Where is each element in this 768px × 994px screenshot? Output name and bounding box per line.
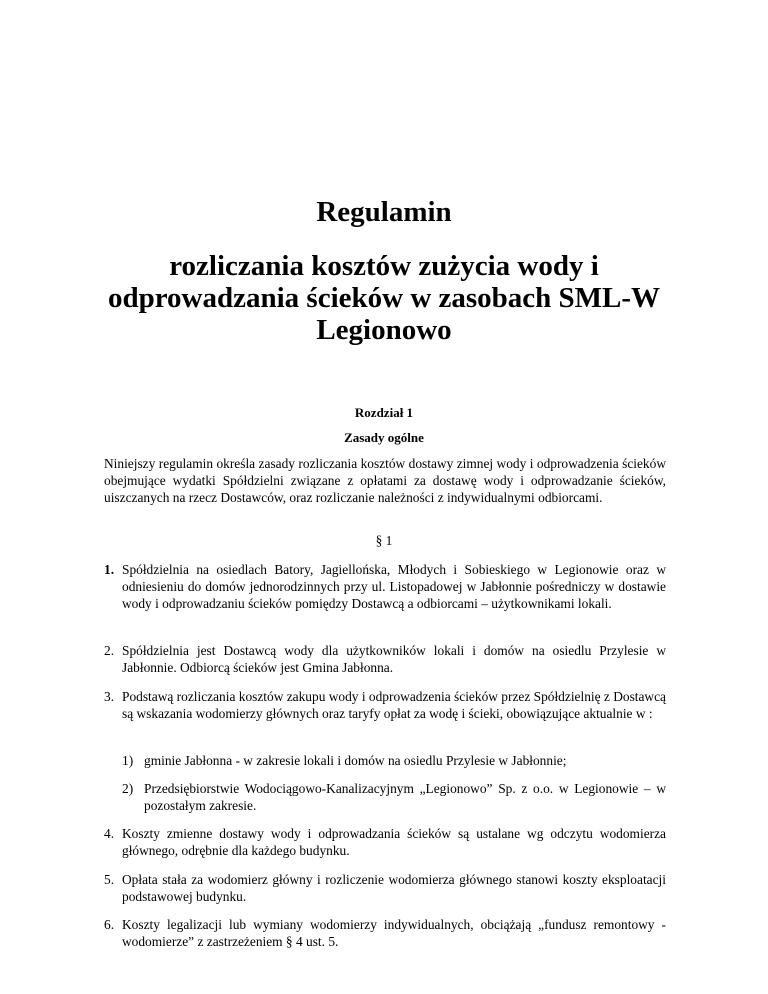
list-item-number: 2. [104,643,115,658]
list-item-number: 5. [104,872,115,887]
sub-list-item-text: Przedsiębiorstwie Wodociągowo-Kanalizacyjnym „Legionowo” Sp. z o.o. w Legionowie – w pozostałym zakresie. [144,781,666,813]
list-item-number: 1. [104,562,115,577]
list-item [104,561,666,612]
list-item-number: 3. [104,689,115,704]
chapter-title: Zasady ogólne [344,430,424,445]
sub-list-item-number: 1) [122,753,134,768]
section-mark: § 1 [375,533,393,548]
list-item-text: Spółdzielnia na osiedlach Batory, Jagiellońska, Młodych i Sobieskiego w Legionowie oraz w odniesieniu do domów jednorodzinnych przy ul. Listopadowej w Jabłonnie pośredniczy w dostawie wody i odprowadzaniu ścieków pomiędzy Dostawcą a odbiorcami – użytkownikami lokali. [122,562,666,611]
sub-list-item-text: gminie Jabłonna - w zakresie lokali i domów na osiedlu Przylesie w Jabłonnie; [144,753,567,768]
sub-list-item [122,752,666,769]
list-item-text: Koszty zmienne dostawy wody i odprowadzania ścieków są ustalane wg odczytu wodomierza głównego, odrębnie dla każdego budynku. [122,826,666,858]
list-item-number: 4. [104,826,115,841]
list-item-text: Spółdzielnia jest Dostawcą wody dla użytkowników lokali i domów na osiedlu Przylesie w Jabłonnie. Odbiorcą ścieków jest Gmina Jabłonna. [122,643,666,675]
list-item-text: Opłata stała za wodomierz główny i rozliczenie wodomierza głównego stanowi koszty eksploatacji podstawowej budynku. [122,872,666,904]
list-item-text: Podstawą rozliczania kosztów zakupu wody i odprowadzenia ścieków przez Spółdzielnię z Dostawcą są wskazania wodomierzy głównych oraz taryfy opłat za wodę i ścieki, obowiązujące aktualnie w : [122,689,666,721]
list-item [104,642,666,676]
intro-paragraph: Niniejszy regulamin określa zasady rozliczania kosztów dostawy zimnej wody i odprowadzenia ścieków obejmujące wydatki Spółdzielni związane z opłatami za dostawę wody i odprowadzanie ścieków, uiszczanych na rzecz Dostawców, oraz rozliczanie należności z indywidualnymi odbiorcami. [104,456,666,505]
sub-list-item [122,780,666,814]
list-item [104,688,666,722]
document-title: Regulamin [316,196,452,228]
document-subtitle: rozliczania kosztów zużycia wody i odprowadzania ścieków w zasobach SML-W Legionowo [107,250,661,346]
sub-list-item-number: 2) [122,781,134,796]
list-item-number: 6. [104,917,115,932]
list-item [104,871,666,905]
list-item [104,916,666,950]
list-item [104,825,666,859]
chapter-number: Rozdział 1 [354,405,414,420]
list-item-text: Koszty legalizacji lub wymiany wodomierzy indywidualnych, obciążają „fundusz remontowy - wodomierze” z zastrzeżeniem § 4 ust. 5. [122,917,666,949]
